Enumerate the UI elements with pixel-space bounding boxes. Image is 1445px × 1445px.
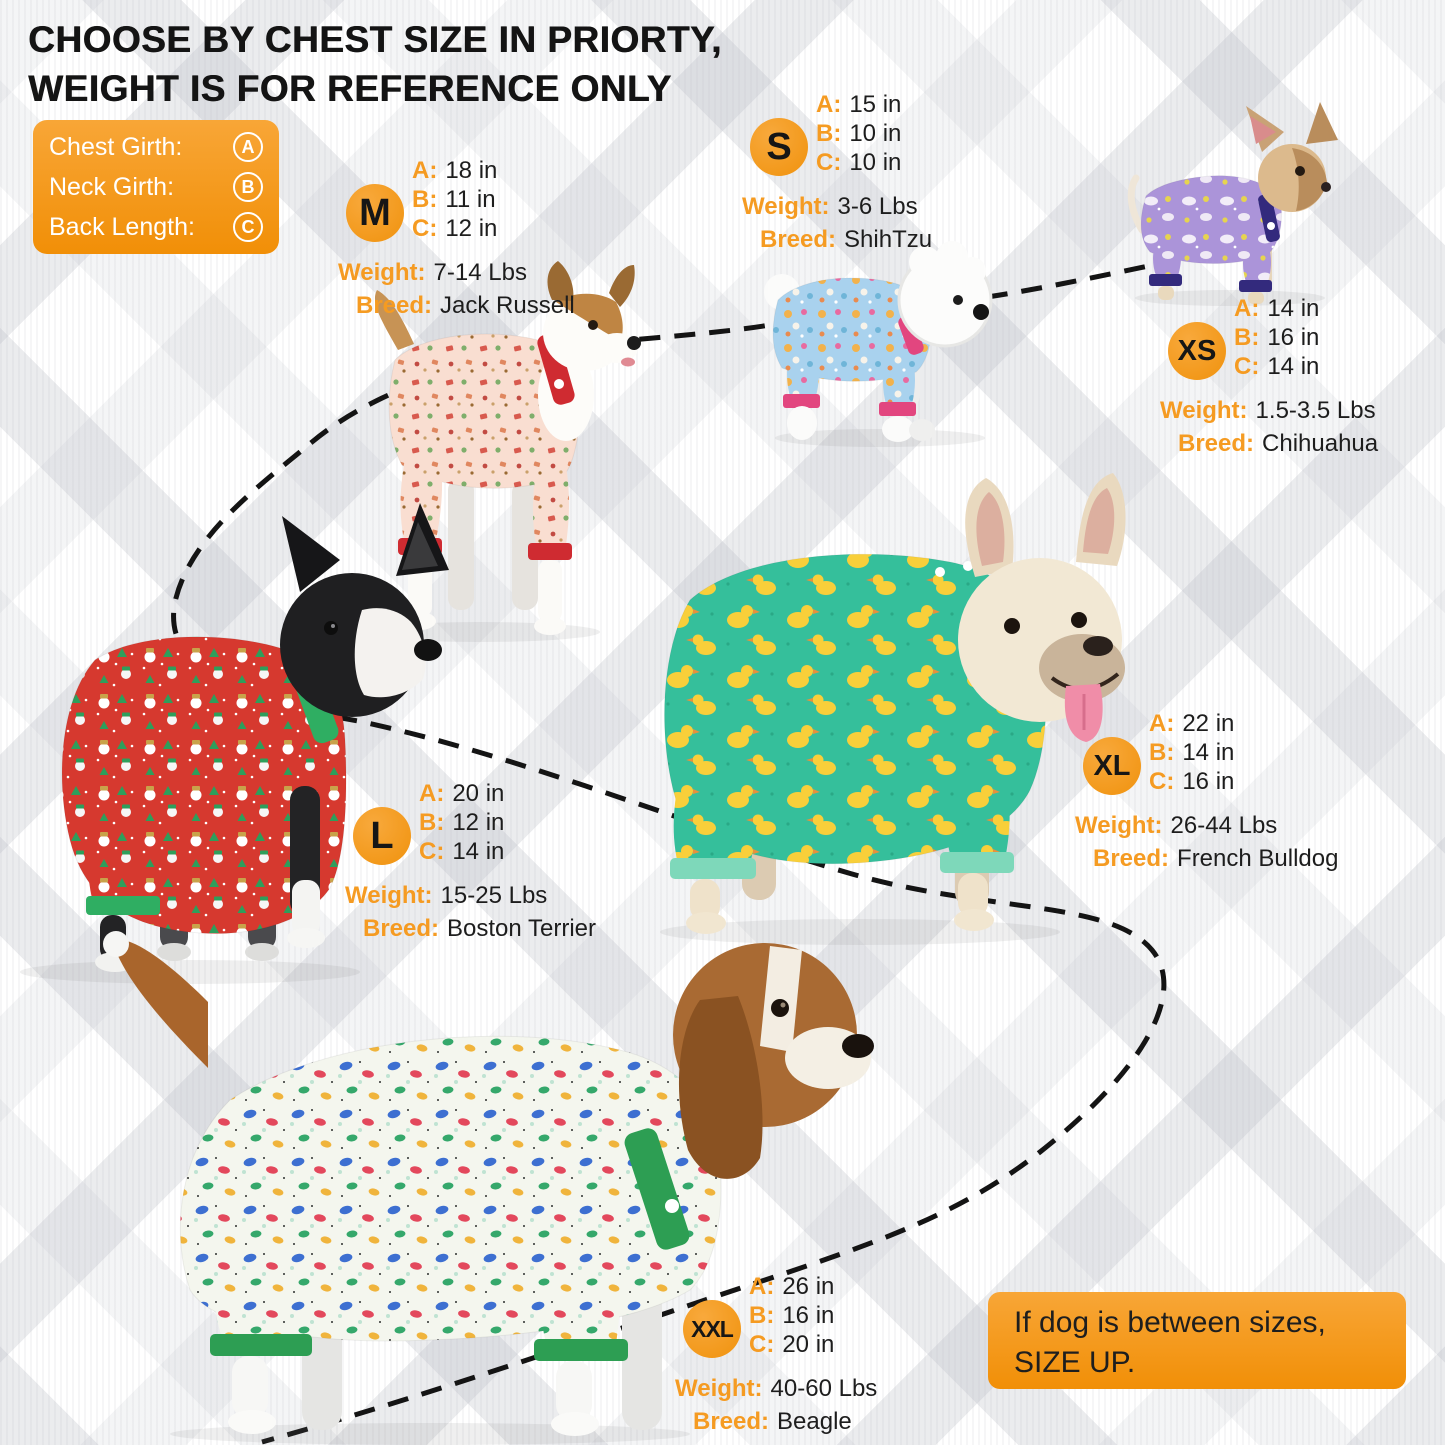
size-badge-xl: XL (1083, 737, 1141, 795)
weight-row: Weight: 15-25 Lbs (345, 881, 548, 909)
chest-row: A: 26 in (749, 1272, 835, 1300)
back-row: C: 14 in (419, 837, 505, 865)
size-badge-l: L (353, 807, 411, 865)
dog-chihuahua-size-xs (1131, 102, 1338, 306)
weight-row: Weight: 26-44 Lbs (1075, 811, 1278, 839)
chest-row: A: 18 in (412, 156, 498, 184)
legend-neck-label: Neck Girth: (49, 172, 175, 201)
size-block-m (338, 152, 668, 332)
breed-row: Breed: Chihuahua (1178, 429, 1379, 457)
weight-row: Weight: 7-14 Lbs (338, 258, 527, 286)
dog-french-bulldog-size-xl (660, 473, 1126, 945)
chest-row: A: 15 in (816, 90, 902, 118)
legend-chest-label: Chest Girth: (49, 132, 183, 161)
size-block-xl (1075, 705, 1405, 885)
weight-row: Weight: 40-60 Lbs (675, 1374, 878, 1402)
title-line-2: WEIGHT IS FOR REFERENCE ONLY (28, 67, 672, 109)
weight-row: Weight: 3-6 Lbs (742, 192, 918, 220)
legend-back-label: Back Length: (49, 212, 195, 241)
circled-b-icon: B (233, 172, 263, 202)
note-line-1: If dog is between sizes, (1014, 1306, 1326, 1339)
legend-row-neck (49, 172, 263, 202)
title-line-1: CHOOSE BY CHEST SIZE IN PRIORTY, (28, 19, 722, 60)
neck-row: B: 11 in (412, 185, 496, 213)
chest-row: A: 22 in (1149, 709, 1235, 737)
size-block-s (742, 86, 1072, 266)
chest-row: A: 14 in (1234, 294, 1320, 322)
beagle-tail (112, 939, 208, 1068)
back-row: C: 12 in (412, 214, 498, 242)
back-row: C: 20 in (749, 1330, 835, 1358)
neck-row: B: 14 in (1149, 738, 1235, 766)
legend-row-back (49, 212, 263, 242)
breed-row: Breed: French Bulldog (1093, 844, 1339, 872)
weight-row: Weight: 1.5-3.5 Lbs (1160, 396, 1376, 424)
size-badge-m: M (346, 184, 404, 242)
beagle-head (673, 943, 874, 1179)
dog-shihtzu-size-s (764, 241, 991, 447)
measurement-legend (33, 120, 279, 254)
size-badge-xs: XS (1168, 322, 1226, 380)
breed-row: Breed: Boston Terrier (363, 914, 596, 942)
size-up-note (988, 1292, 1406, 1389)
back-row: C: 16 in (1149, 767, 1235, 795)
page-title (28, 16, 722, 114)
chest-row: A: 20 in (419, 779, 505, 807)
neck-row: B: 12 in (419, 808, 505, 836)
size-block-xxl (675, 1268, 1005, 1445)
size-badge-xxl: XXL (683, 1300, 741, 1358)
breed-row: Breed: Beagle (693, 1407, 852, 1435)
back-row: C: 10 in (816, 148, 902, 176)
breed-row: Breed: Jack Russell (356, 291, 575, 319)
neck-row: B: 10 in (816, 119, 902, 147)
circled-a-icon: A (233, 132, 263, 162)
breed-row: Breed: ShihTzu (760, 225, 933, 253)
note-line-2: SIZE UP. (1014, 1345, 1136, 1379)
legend-row-chest (49, 132, 263, 162)
circled-c-icon: C (233, 212, 263, 242)
neck-row: B: 16 in (749, 1301, 835, 1329)
back-row: C: 14 in (1234, 352, 1320, 380)
neck-row: B: 16 in (1234, 323, 1320, 351)
size-badge-s: S (750, 118, 808, 176)
size-block-l (345, 775, 675, 955)
size-block-xs (1160, 290, 1445, 470)
